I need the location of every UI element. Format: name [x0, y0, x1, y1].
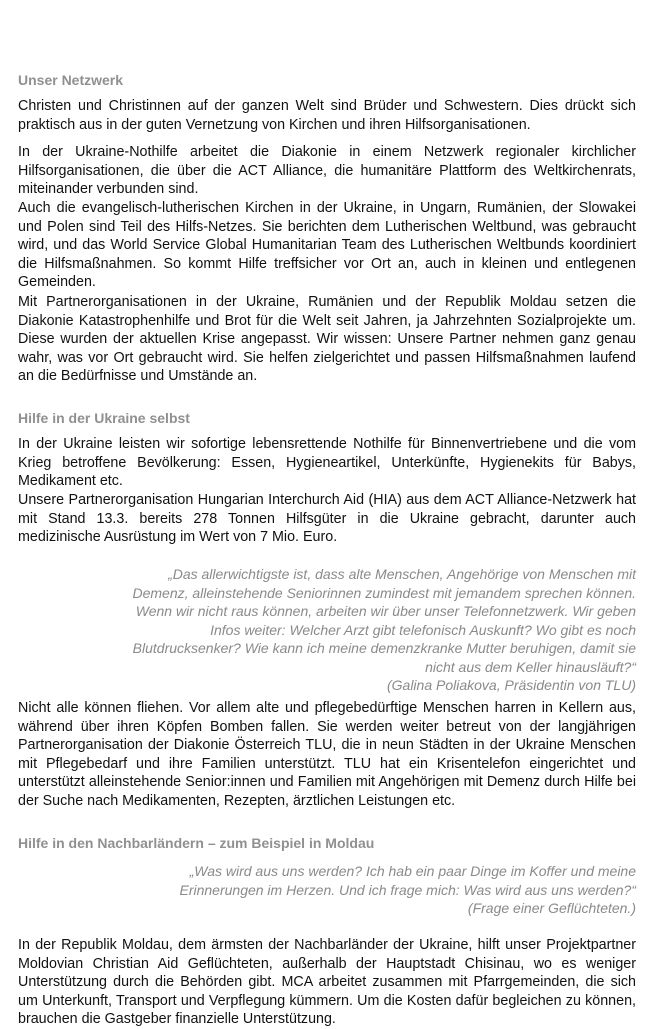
quote-text: „Das allerwichtigste ist, dass alte Menschen, Angehörige von Menschen mit Demenz, alleinstehende Seniorinnen zumindest mit jemandem sprechen können. Wenn wir nicht raus können, arbeiten wir über unser Telefonnetzwerk. Wir geben Infos weiter: Welcher Arzt gibt telefonisch Auskunft? Wo gibt es noch Blutdrucksenker? Wie kann ich meine demenzkranke Mutter beruhigen, damit sie nicht aus dem Keller hinausläuft?“ — [132, 566, 636, 675]
quote-source: (Frage einer Geflüchteten.) — [467, 900, 636, 916]
paragraph: Auch die evangelisch-lutherischen Kirchen in der Ukraine, in Ungarn, Rumänien, der Slowakei und Polen sind Teil des Hilfs-Netzes. Sie berichten dem Lutherischen Weltbund, was gebraucht wird, und das World Service Global Humanitarian Team des Lutherischen Weltbunds koordiniert die Hilfsmaßnahmen. So kommt Hilfe treffsicher vor Ort an, auch in kleinen und entlegenen Gemeinden. — [18, 200, 636, 290]
quote-source: (Galina Poliakova, Präsidentin von TLU) — [386, 677, 636, 693]
paragraph: Mit Partnerorganisationen in der Ukraine, Rumänien und der Republik Moldau setzen die Diakonie Katastrophenhilfe und Brot für die Welt seit Jahren, ja Jahrzehnten Sozialprojekte um. Diese wurden der aktuellen Krise angepasst. Wir wissen: Unsere Partner nehmen ganz genau wahr, was vor Ort gebraucht wird. Sie helfen zielgerichtet und passen Hilfsmaßnahmen laufend an die Bedürfnisse und Umstände an. — [18, 294, 636, 384]
paragraph: Christen und Christinnen auf der ganzen Welt sind Brüder und Schwestern. Dies drückt sich praktisch aus in der guten Vernetzung von Kirchen und ihren Hilfsorganisationen. — [18, 98, 636, 133]
paragraph: Nicht alle können fliehen. Vor allem alte und pflegebedürftige Menschen harren in Kellern aus, während über ihren Köpfen Bomben fallen. Sie werden weiter betreut von der langjährigen Partnerorganisation der Diakonie Österreich TLU, die in neun Städten in der Ukraine Menschen mit Pflegebedarf und ihre Familien unterstützt. TLU hat ein Krisentelefon eingerichtet und unterstützt alleinstehende Senior:innen und Familien mit Angehörigen mit Demenz durch Hilfe bei der Suche nach Medikamenten, Rezepten, ärztlichen Leistungen etc. — [18, 700, 636, 809]
section-heading-ukraine: Hilfe in der Ukraine selbst — [18, 410, 190, 426]
paragraph: In der Ukraine-Nothilfe arbeitet die Diakonie in einem Netzwerk regionaler kirchlicher Hilfsorganisationen, die über die ACT Alliance, die humanitäre Plattform des Weltkirchenrats, miteinander verbunden sind. — [18, 144, 636, 197]
quote-text: „Was wird aus uns werden? Ich hab ein paar Dinge im Koffer und meine Erinnerungen im Herzen. Und ich frage mich: Was wird aus uns werden?“ — [179, 863, 636, 898]
quote-block — [116, 862, 636, 918]
section-heading-nachbarlaender: Hilfe in den Nachbarländern – zum Beispiel in Moldau — [18, 835, 375, 851]
section-heading-netzwerk: Unser Netzwerk — [18, 72, 124, 88]
paragraph: Unsere Partnerorganisation Hungarian Interchurch Aid (HIA) aus dem ACT Alliance-Netzwerk hat mit Stand 13.3. bereits 278 Tonnen Hilfsgüter in die Ukraine gebracht, darunter auch medizinische Ausrüstung im Wert von 7 Mio. Euro. — [18, 492, 636, 545]
quote-block — [116, 565, 636, 695]
paragraph: In der Republik Moldau, dem ärmsten der Nachbarländer der Ukraine, hilft unser Projektpartner Moldovian Christian Aid Geflüchteten, außerhalb der Hauptstadt Chisinau, wo es weniger Unterstützung durch die Behörden gibt. MCA arbeitet zusammen mit Pfarrgemeinden, die sich um Unterkunft, Transport und Verpflegung kümmern. Um die Kosten dafür begleichen zu können, brauchen die Gastgeber finanzielle Unterstützung. — [18, 937, 636, 1027]
paragraph: In der Ukraine leisten wir sofortige lebensrettende Nothilfe für Binnenvertriebene und die vom Krieg betroffene Bevölkerung: Essen, Hygieneartikel, Unterkünfte, Hygienekits für Babys, Medikament etc. — [18, 436, 636, 489]
